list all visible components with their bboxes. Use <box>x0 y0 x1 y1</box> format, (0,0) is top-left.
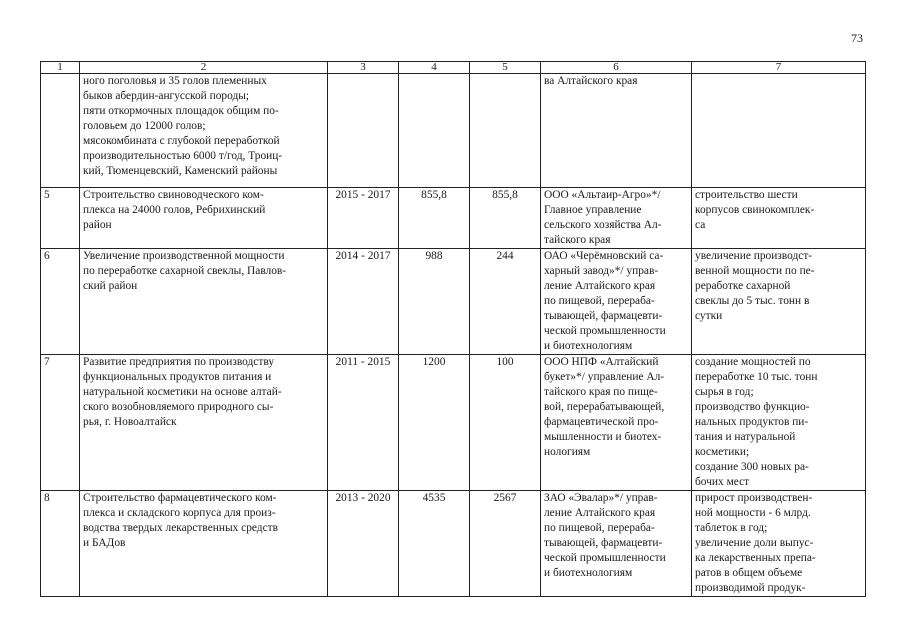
project-period: 2015 - 2017 <box>328 188 399 249</box>
project-investment: 100 <box>470 355 541 491</box>
table-row <box>41 188 866 249</box>
project-executor: ва Алтайского края <box>541 74 692 188</box>
project-total-cost: 4535 <box>399 491 470 597</box>
project-result: прирост производствен- ной мощности - 6 млрд. таблеток в год; увеличение доли выпус- ка лекарственных препа- ратов в общем объеме производимой продук- <box>692 491 866 597</box>
project-period <box>328 74 399 188</box>
column-header-2: 2 <box>80 62 328 74</box>
project-result <box>692 74 866 188</box>
table-row <box>41 491 866 597</box>
project-investment: 244 <box>470 249 541 355</box>
row-number: 8 <box>41 491 80 597</box>
project-period: 2011 - 2015 <box>328 355 399 491</box>
project-executor: ООО НПФ «Алтайский букет»*/ управление Ал- тайского края по пище- вой, перерабатывающей, фармацевтической про- мышленности и биотех- нологиям <box>541 355 692 491</box>
project-executor: ЗАО «Эвалар»*/ управ- ление Алтайского края по пищевой, перераба- тывающей, фармацевти- ческой промышленности и биотехнологиям <box>541 491 692 597</box>
project-period: 2013 - 2020 <box>328 491 399 597</box>
column-header-1: 1 <box>41 62 80 74</box>
table-row <box>41 355 866 491</box>
table-row <box>41 249 866 355</box>
project-total-cost: 988 <box>399 249 470 355</box>
project-investment: 2567 <box>470 491 541 597</box>
project-result: создание мощностей по переработке 10 тыс. тонн сырья в год; производство функцио- нальных продуктов пи- тания и натуральной косметики; создание 300 новых ра- бочих мест <box>692 355 866 491</box>
column-header-6: 6 <box>541 62 692 74</box>
row-number: 7 <box>41 355 80 491</box>
project-investment: 855,8 <box>470 188 541 249</box>
project-description: ного поголовья и 35 голов племенных быков абердин-ангусской породы; пяти откормочных площадок общим по- головьем до 12000 голов; мясокомбината с глубокой переработкой производительностью 6000 т/год, Троиц- кий, Тюменцевский, Каменский районы <box>80 74 328 188</box>
project-investment <box>470 74 541 188</box>
table-row <box>41 74 866 188</box>
project-description: Развитие предприятия по производству функциональных продуктов питания и натуральной косметики на основе алтай- ского возобновляемого природного сы- рья, г. Новоалтайск <box>80 355 328 491</box>
investment-projects-table <box>40 61 866 597</box>
project-description: Строительство фармацевтического ком- плекса и складского корпуса для произ- водства твердых лекарственных средств и БАДов <box>80 491 328 597</box>
project-period: 2014 - 2017 <box>328 249 399 355</box>
row-number: 6 <box>41 249 80 355</box>
project-executor: ОАО «Черёмновский са- харный завод»*/ управ- ление Алтайского края по пищевой, перераба- тывающей, фармацевти- ческой промышленности и биотехнологиям <box>541 249 692 355</box>
project-total-cost: 855,8 <box>399 188 470 249</box>
project-total-cost <box>399 74 470 188</box>
column-header-5: 5 <box>470 62 541 74</box>
project-description: Увеличение производственной мощности по переработке сахарной свеклы, Павлов- ский район <box>80 249 328 355</box>
project-result: увеличение производст- венной мощности по пе- реработке сахарной свеклы до 5 тыс. тонн в сутки <box>692 249 866 355</box>
column-header-7: 7 <box>692 62 866 74</box>
column-header-4: 4 <box>399 62 470 74</box>
project-description: Строительство свиноводческого ком- плекса на 24000 голов, Ребрихинский район <box>80 188 328 249</box>
row-number: 5 <box>41 188 80 249</box>
row-number <box>41 74 80 188</box>
project-executor: ООО «Альтаир-Агро»*/ Главное управление сельского хозяйства Ал- тайского края <box>541 188 692 249</box>
project-total-cost: 1200 <box>399 355 470 491</box>
page-number: 73 <box>851 31 863 45</box>
column-header-3: 3 <box>328 62 399 74</box>
header-row <box>41 62 866 74</box>
project-result: строительство шести корпусов свинокомплек- са <box>692 188 866 249</box>
